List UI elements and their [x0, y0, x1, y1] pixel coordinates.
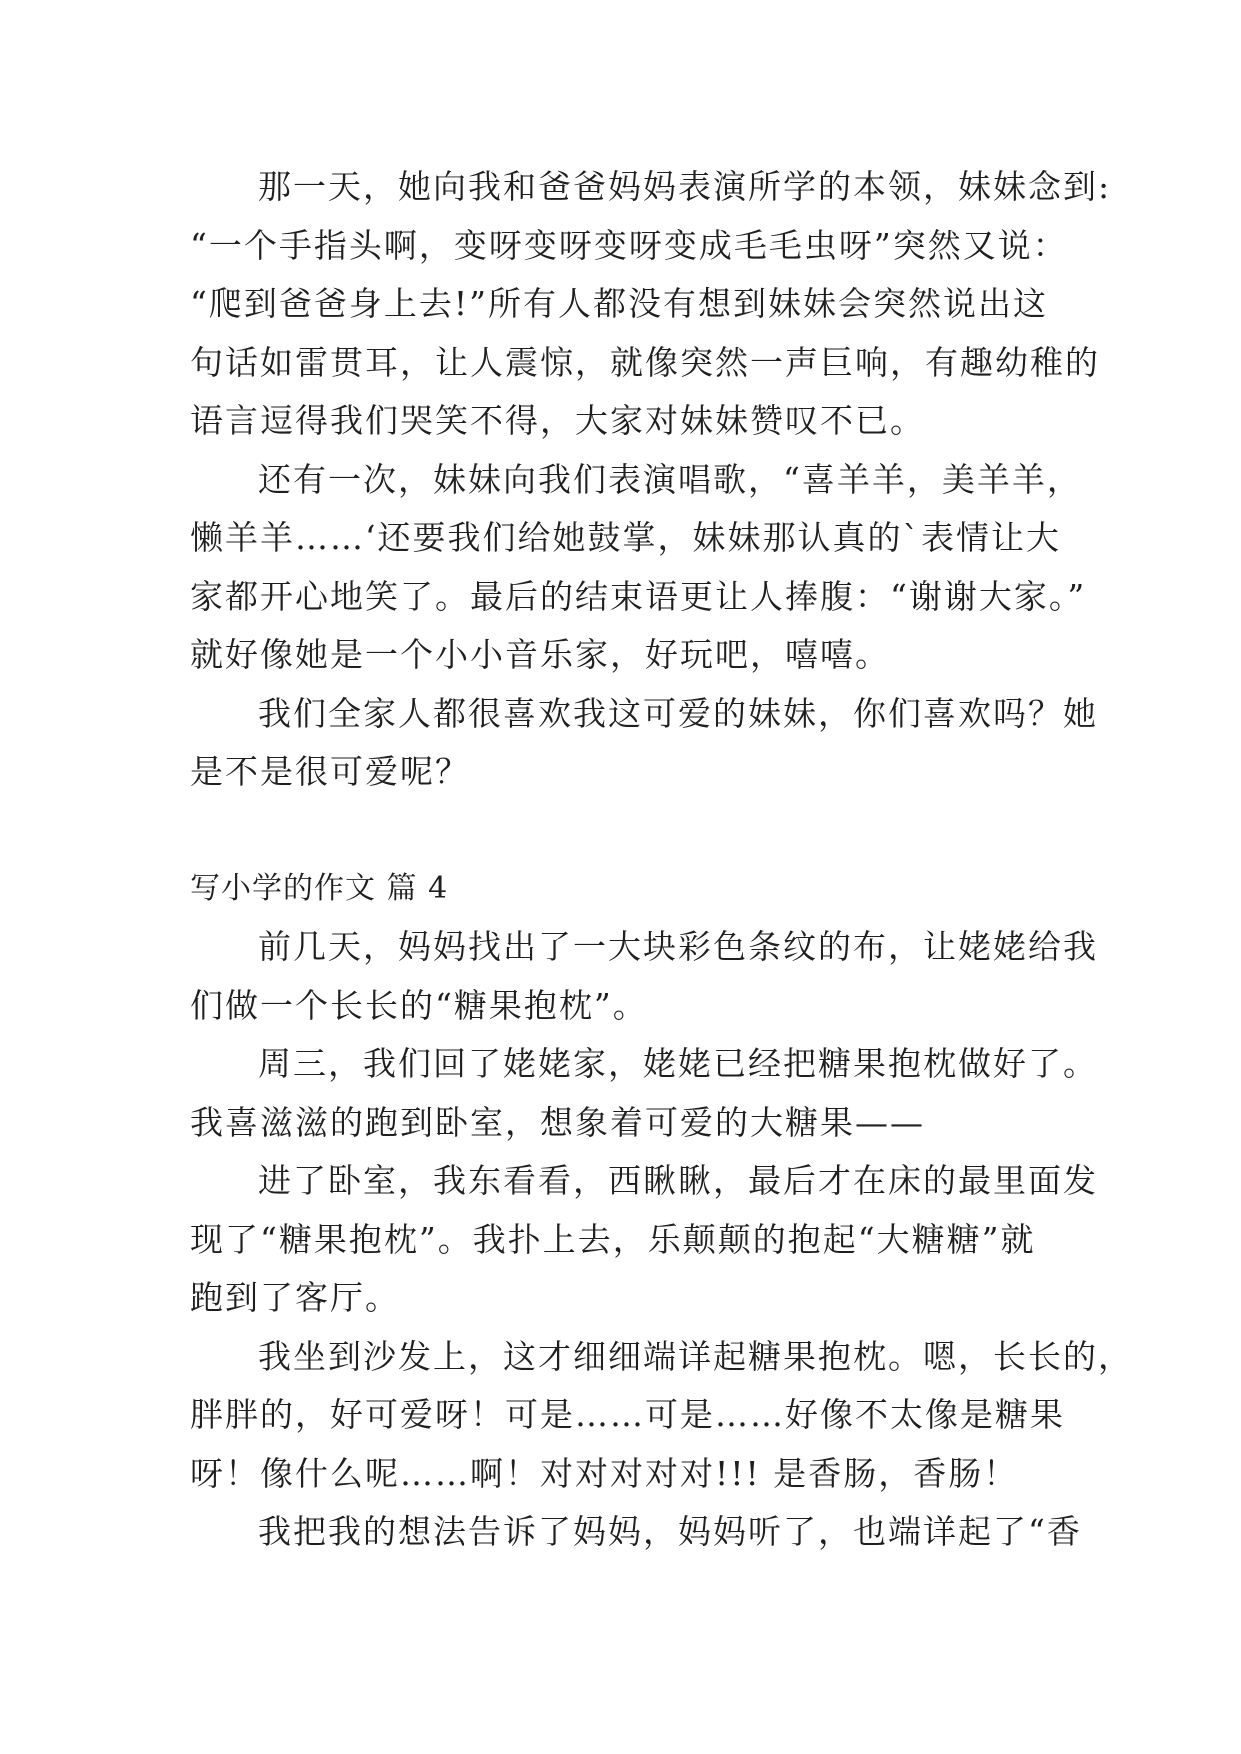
text-line: 我把我的想法告诉了妈妈，妈妈听了，也端详起了“香 — [258, 1512, 1082, 1551]
text-line: 还有一次，妹妹向我们表演唱歌，“喜羊羊，美羊羊， — [258, 459, 1082, 499]
text-line: “爬到爸爸身上去!”所有人都没有想到妹妹会突然说出这 — [190, 284, 1049, 323]
text-line: 懒羊羊……‘还要我们给她鼓掌，妹妹那认真的`表情让大 — [190, 518, 1061, 557]
text-line: 语言逗得我们哭笑不得，大家对妹妹赞叹不已。 — [190, 401, 925, 440]
text-line: 家都开心地笑了。最后的结束语更让人捧腹：“谢谢大家。” — [190, 576, 1087, 616]
text-line: 那一天，她向我和爸爸妈妈表演所学的本领，妹妹念到: — [258, 167, 1112, 206]
paragraph — [190, 918, 1098, 1035]
text-line: 呀！像什么呢……啊！对对对对对!!! 是香肠，香肠！ — [190, 1453, 1019, 1493]
paragraph — [190, 685, 1098, 802]
text-line: “一个手指头啊，变呀变呀变呀变成毛毛虫呀”突然又说： — [190, 225, 1068, 265]
text-line: 我坐到沙发上，这才细细端详起糖果抱枕。嗯，长长的， — [258, 1336, 1133, 1376]
paragraph — [190, 1328, 1133, 1504]
text-line: 胖胖的，好可爱呀！可是……可是……好像不太像是糖果 — [190, 1395, 1065, 1434]
paragraph — [190, 1035, 1098, 1152]
text-line: 进了卧室，我东看看，西瞅瞅，最后才在床的最里面发 — [258, 1161, 1098, 1200]
paragraph — [190, 1503, 1082, 1562]
paragraph — [190, 451, 1087, 685]
text-line: 跑到了客厅。 — [190, 1278, 400, 1317]
text-line: 前几天，妈妈找出了一大块彩色条纹的布，让姥姥给我 — [258, 927, 1098, 966]
text-line: 是不是很可爱呢？ — [190, 752, 470, 791]
text-line: 们做一个长长的“糖果抱枕”。 — [190, 985, 648, 1025]
document-body — [190, 158, 1133, 1562]
text-line: 现了“糖果抱枕”。我扑上去，乐颠颠的抱起“大糖糖”就 — [190, 1219, 1036, 1259]
text-line: 句话如雷贯耳，让人震惊，就像突然一声巨响，有趣幼稚的 — [190, 342, 1100, 382]
text-line: 我们全家人都很喜欢我这可爱的妹妹，你们喜欢吗？她 — [258, 693, 1098, 733]
paragraph — [190, 1152, 1098, 1328]
paragraph — [190, 158, 1112, 451]
text-line: 周三，我们回了姥姥家，姥姥已经把糖果抱枕做好了。 — [258, 1044, 1098, 1083]
text-line: 我喜滋滋的跑到卧室，想象着可爱的大糖果—— — [190, 1102, 925, 1142]
text-line: 就好像她是一个小小音乐家，好玩吧，嘻嘻。 — [190, 635, 890, 674]
section-heading: 写小学的作文 篇 4 — [190, 870, 449, 906]
